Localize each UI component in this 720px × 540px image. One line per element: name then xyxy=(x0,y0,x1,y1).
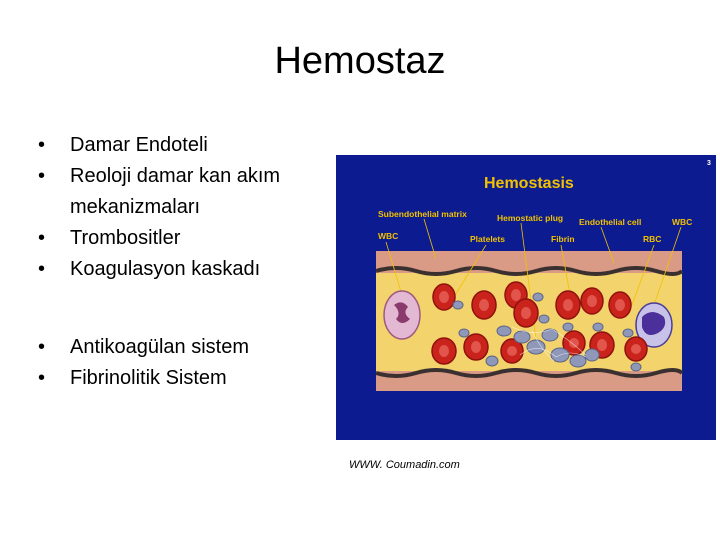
hemostasis-diagram xyxy=(336,155,716,440)
platelet xyxy=(514,331,530,343)
platelet xyxy=(585,349,599,361)
label-subendothelial-matrix: Subendothelial matrix xyxy=(378,209,467,219)
label-endothelial-cell: Endothelial cell xyxy=(579,217,642,227)
platelet xyxy=(542,329,558,341)
figure-title: Hemostasis xyxy=(484,175,574,192)
platelet xyxy=(527,340,545,354)
label-rbc: RBC xyxy=(643,234,662,244)
label-wbc-right: WBC xyxy=(672,217,693,227)
label-platelets: Platelets xyxy=(470,234,505,244)
hemostasis-figure xyxy=(336,155,716,440)
bullet-item: • Reoloji damar kan akım mekanizmaları xyxy=(38,161,328,223)
bullet-item: • Damar Endoteli xyxy=(38,130,328,161)
platelet xyxy=(459,329,469,337)
bullet-item: • Antikoagülan sistem xyxy=(38,332,328,363)
platelet xyxy=(453,301,463,309)
bullet-item: • Fibrinolitik Sistem xyxy=(38,363,328,394)
figure-caption: WWW. Coumadin.com xyxy=(349,459,460,471)
platelet xyxy=(623,329,633,337)
platelet xyxy=(539,315,549,323)
bullet-list-secondary xyxy=(38,332,328,394)
label-fibrin: Fibrin xyxy=(551,234,575,244)
bullet-item: • Trombositler xyxy=(38,223,328,254)
platelet xyxy=(570,355,586,367)
platelet xyxy=(497,326,511,336)
platelet xyxy=(563,323,573,331)
bullet-list-primary xyxy=(38,130,328,285)
platelet xyxy=(486,356,498,366)
platelet xyxy=(631,363,641,371)
bullet-item: • Koagulasyon kaskadı xyxy=(38,254,328,285)
figure-page-number: 3 xyxy=(707,160,711,167)
platelet xyxy=(533,293,543,301)
label-wbc-left: WBC xyxy=(378,231,399,241)
slide-title: Hemostaz xyxy=(274,40,446,82)
label-hemostatic-plug: Hemostatic plug xyxy=(497,213,564,223)
platelet xyxy=(593,323,603,331)
